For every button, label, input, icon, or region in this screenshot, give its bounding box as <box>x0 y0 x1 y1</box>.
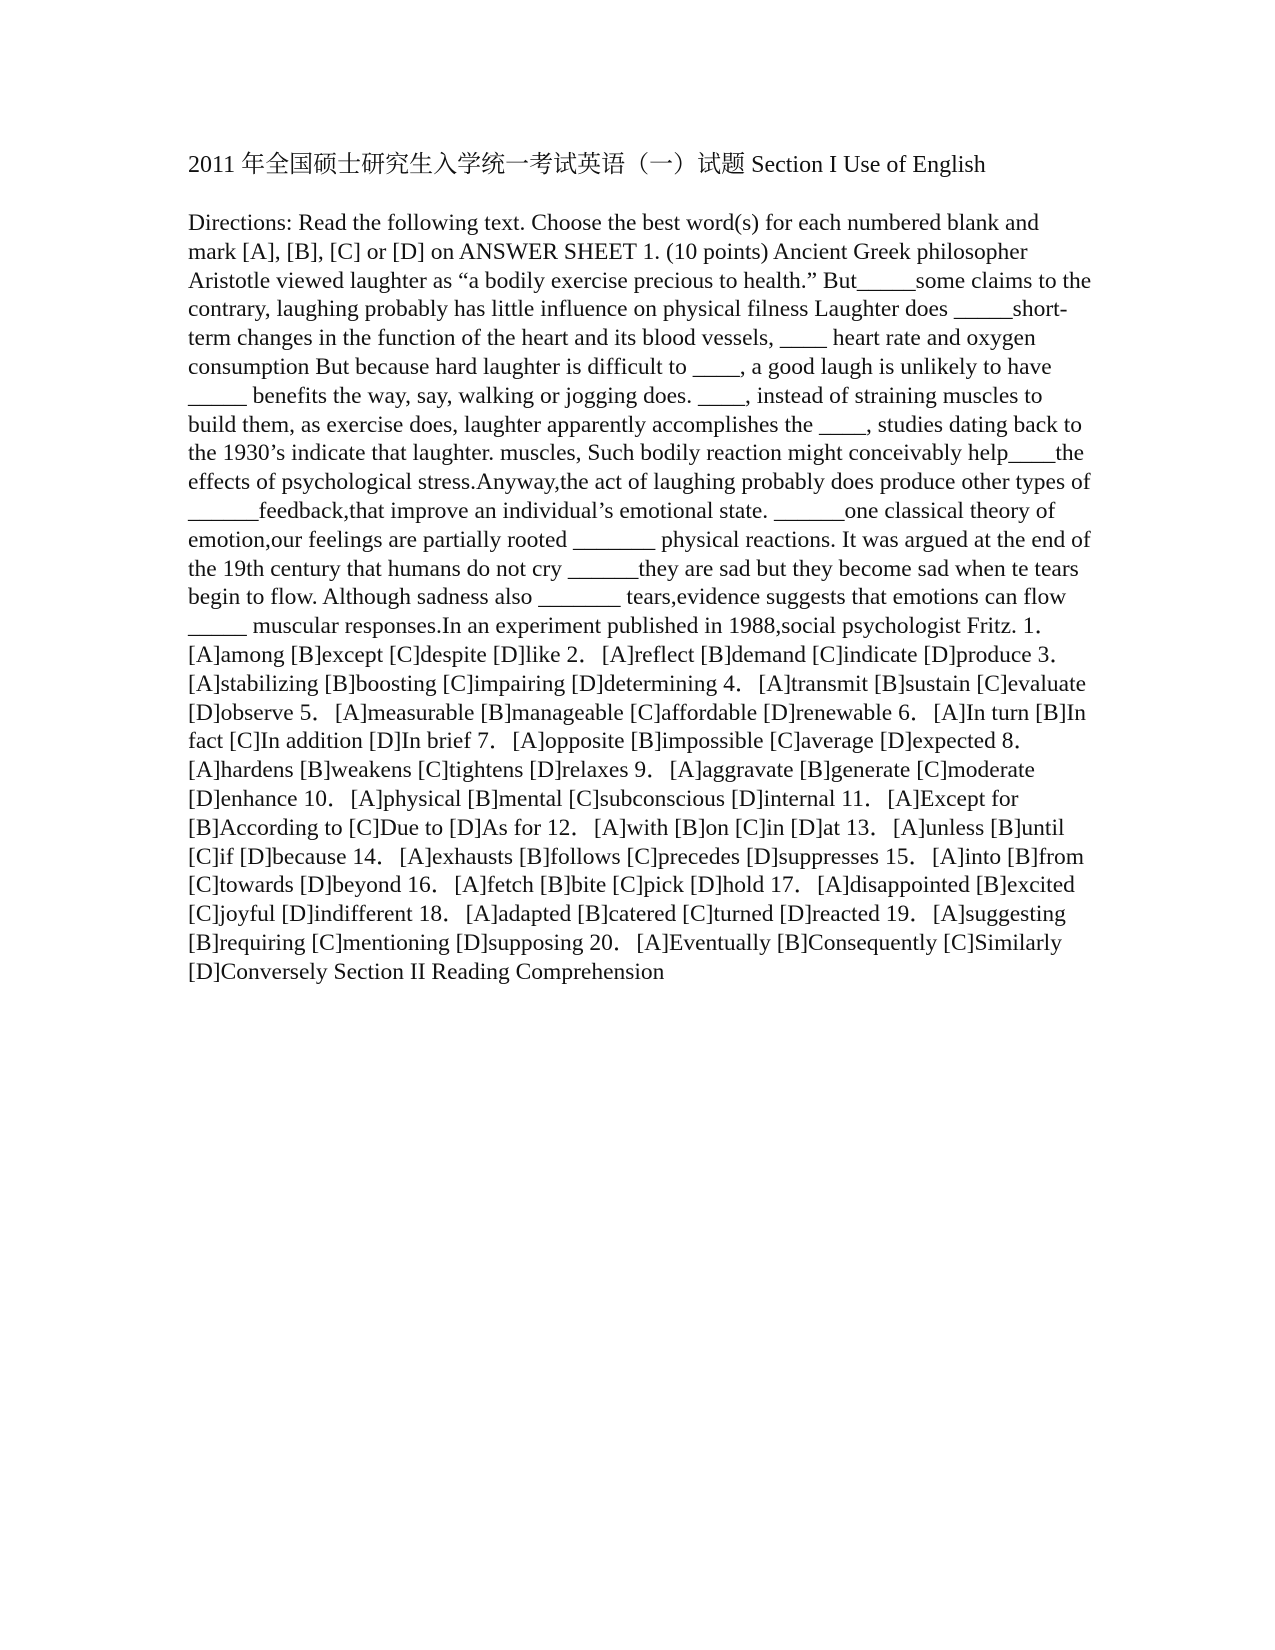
document-body: Directions: Read the following text. Choose the best word(s) for each numbered blank and mark [A], [B], [C] or [D] on ANSWER SHEET 1. (10 points) Ancient Greek philosopher Aristotle viewed laughter as “a bodily exercise precious to health.” But_____some claims to the contrary, laughing probably has little influence on physical filness Laughter does _____short-term changes in the function of the heart and its blood vessels, ____ heart rate and oxygen consumption But because hard laughter is difficult to ____, a good laugh is unlikely to have _____ benefits the way, say, walking or jogging does. ____, instead of straining muscles to build them, as exercise does, laughter apparently accomplishes the ____, studies dating back to the 1930’s indicate that laughter. muscles, Such bodily reaction might conceivably help____the effects of psychological stress.Anyway,the act of laughing probably does produce other types of ______feedback,that improve an individual’s emotional state. ______one classical theory of emotion,our feelings are partially rooted _______ physical reactions. It was argued at the end of the 19th century that humans do not cry ______they are sad but they become sad when te tears begin to flow. Although sadness also _______ tears,evidence suggests that emotions can flow _____ muscular responses.In an experiment published in 1988,social psychologist Fritz. 1．[A]among [B]except [C]despite [D]like 2．[A]reflect [B]demand [C]indicate [D]produce 3．[A]stabilizing [B]boosting [C]impairing [D]determining 4．[A]transmit [B]sustain [C]evaluate [D]observe 5．[A]measurable [B]manageable [C]affordable [D]renewable 6．[A]In turn [B]In fact [C]In addition [D]In brief 7．[A]opposite [B]impossible [C]average [D]expected 8．[A]hardens [B]weakens [C]tightens [D]relaxes 9．[A]aggravate [B]generate [C]moderate [D]enhance 10．[A]physical [B]mental [C]subconscious [D]internal 11．[A]Except for [B]According to [C]Due to [D]As for 12．[A]with [B]on [C]in [D]at 13．[A]unless [B]until [C]if [D]because 14．[A]exhausts [B]follows [C]precedes [D]suppresses 15．[A]into [B]from [C]towards [D]beyond 16．[A]fetch [B]bite [C]pick [D]hold 17．[A]disappointed [B]excited [C]joyful [D]indifferent 18．[A]adapted [B]catered [C]turned [D]reacted 19．[A]suggesting [B]requiring [C]mentioning [D]supposing 20．[A]Eventually [B]Consequently [C]Similarly [D]Conversely Section II Reading Comprehension <box>188 210 1092 985</box>
document-title: 2011 年全国硕士研究生入学统一考试英语（一）试题 Section I Use of English <box>188 152 986 178</box>
